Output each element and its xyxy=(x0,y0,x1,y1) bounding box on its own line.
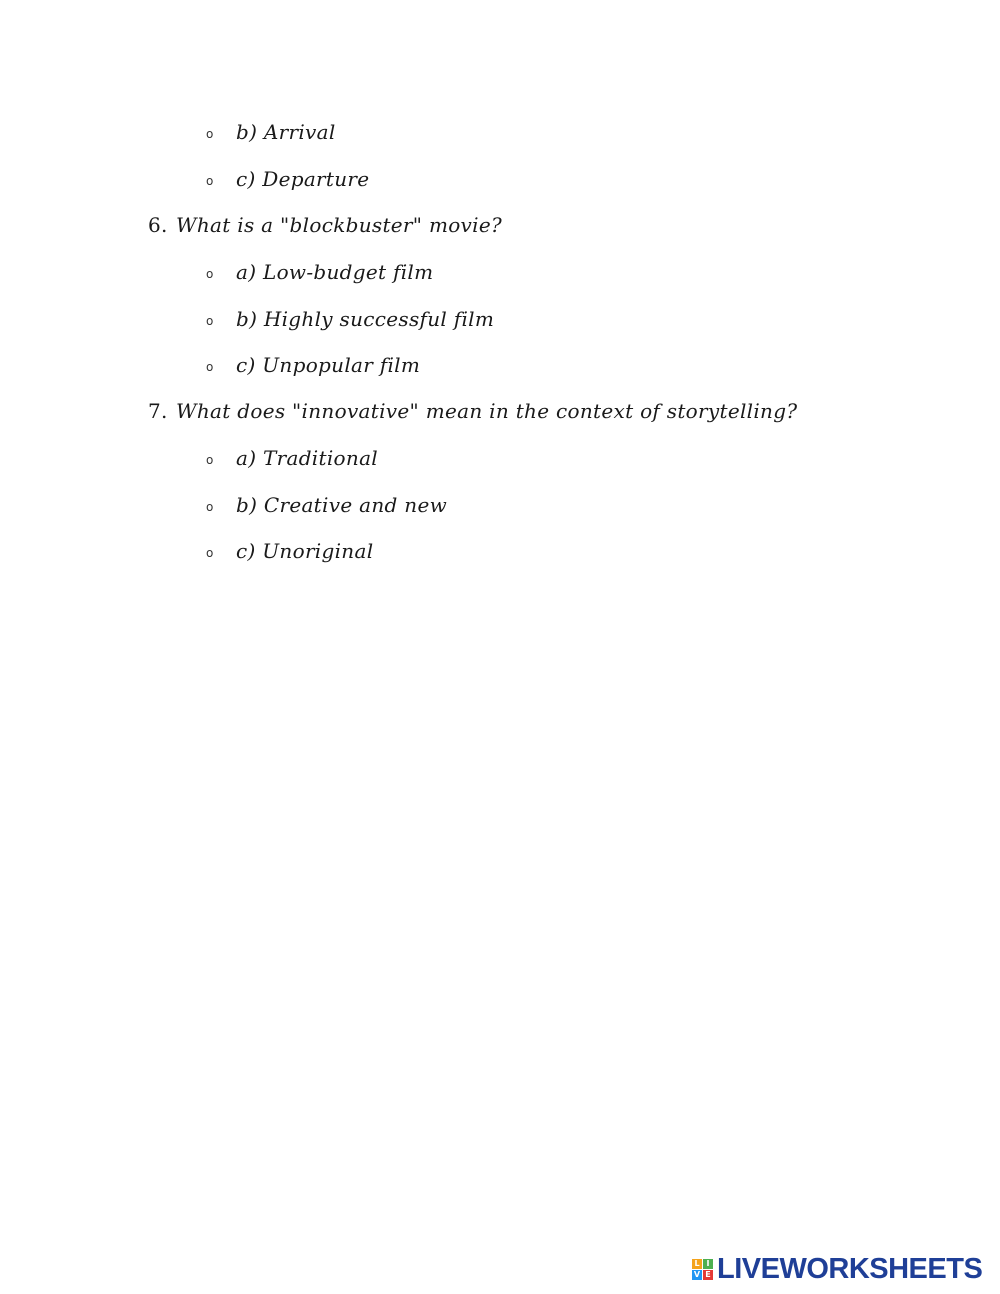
option-q7-c[interactable]: c) Unoriginal xyxy=(236,539,374,563)
option-bullet: o xyxy=(206,267,214,281)
liveworksheets-logo[interactable] xyxy=(692,1254,982,1284)
question-6 xyxy=(148,212,502,238)
logo-letter: I xyxy=(703,1259,713,1269)
option-q7-a[interactable]: a) Traditional xyxy=(236,446,378,470)
question-number: 6. xyxy=(148,213,168,237)
option-bullet: o xyxy=(206,453,214,467)
option-q6-c[interactable]: c) Unpopular film xyxy=(236,353,421,377)
logo-letter: L xyxy=(692,1259,702,1269)
logo-letter: E xyxy=(703,1270,713,1280)
logo-mark-icon xyxy=(692,1259,713,1280)
option-bullet: o xyxy=(206,174,214,188)
question-number: 7. xyxy=(148,399,168,423)
logo-text: LIVEWORKSHEETS xyxy=(717,1253,983,1285)
option-bullet: o xyxy=(206,360,214,374)
option-q5-c[interactable]: c) Departure xyxy=(236,167,370,191)
question-text: What is a "blockbuster" movie? xyxy=(176,213,503,237)
option-bullet: o xyxy=(206,314,214,328)
logo-letter: V xyxy=(693,1269,701,1279)
option-q6-b[interactable]: b) Highly successful film xyxy=(236,307,495,331)
option-q6-a[interactable]: a) Low-budget film xyxy=(236,260,434,284)
option-q5-b[interactable]: b) Arrival xyxy=(236,120,336,144)
option-q7-b[interactable]: b) Creative and new xyxy=(236,493,448,517)
question-7 xyxy=(148,398,797,424)
option-bullet: o xyxy=(206,546,214,560)
option-bullet: o xyxy=(206,500,214,514)
option-bullet: o xyxy=(206,127,214,141)
question-text: What does "innovative" mean in the context of storytelling? xyxy=(176,399,798,423)
